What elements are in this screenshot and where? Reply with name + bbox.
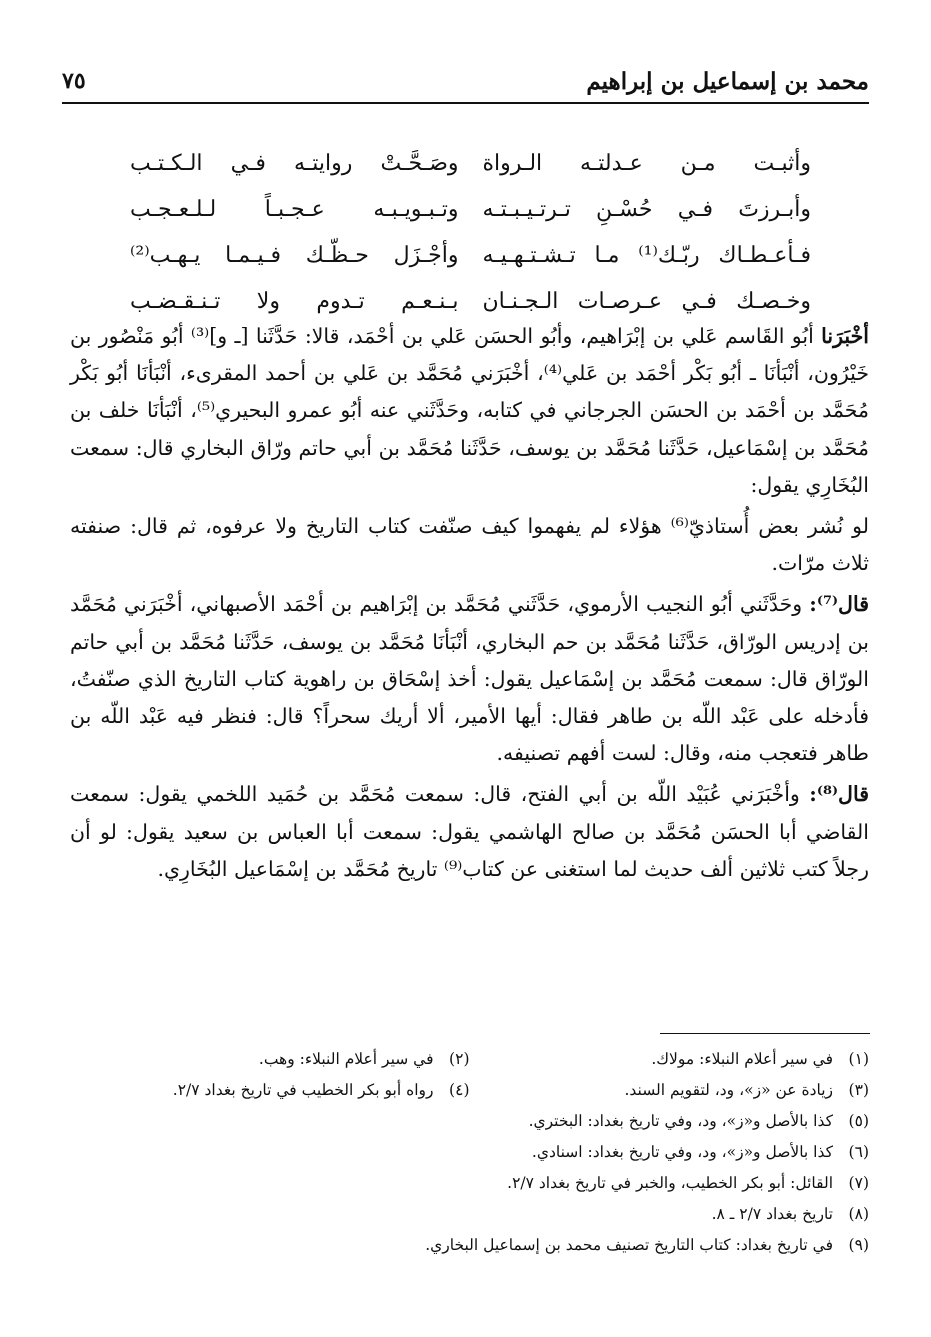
page-header: [62, 60, 869, 104]
footnote-number: (٥): [848, 1111, 869, 1130]
footnote-text: زيادة عن «ز»، ود، لتقويم السند.: [624, 1080, 833, 1099]
footnote-number: (١): [848, 1049, 869, 1068]
footnote: [532, 1143, 869, 1161]
footnote-row: [70, 1198, 869, 1229]
paragraph: [70, 508, 869, 582]
second-hemistich: بـنـعـم تـدوم ولا تـنـقـضـب: [130, 288, 459, 314]
first-hemistich: فـأعـطـاك ربّـك⁽¹⁾ مـا تـشـتـهـيـه: [482, 242, 811, 268]
footnote: [712, 1205, 869, 1223]
footnote-text: في سير أعلام النبلاء: وهب.: [258, 1049, 434, 1068]
footnote-row: [70, 1105, 869, 1136]
footnote: [70, 1050, 470, 1068]
second-hemistich: وأجْـزَل حـظّـك فـيـمـا يـهـب⁽²⁾: [130, 242, 459, 268]
footnote: [425, 1236, 869, 1254]
footnote-text: رواه أبو بكر الخطيب في تاريخ بغداد ٢/٧.: [172, 1080, 434, 1099]
footnote-text: في تاريخ بغداد: كتاب التاريخ تصنيف محمد بن إسماعيل البخاري.: [425, 1235, 833, 1254]
footnote-text: كذا بالأصل و«ز»، ود، وفي تاريخ بغداد: البختري.: [528, 1111, 833, 1130]
footnote-text: تاريخ بغداد ٢/٧ ـ ٨.: [711, 1204, 833, 1223]
paragraph: [70, 776, 869, 888]
footnote-separator: [660, 1033, 870, 1034]
first-hemistich: وأثبـت مـن عـدلتـه الـرواة: [482, 150, 811, 176]
footnote-number: (٧): [848, 1173, 869, 1192]
footnote-row: [70, 1229, 869, 1260]
page-number: ٧٥: [62, 68, 86, 94]
paragraph-text: وحَدَّثَني أبُو النجيب الأرموي، حَدَّثَني مُحَمَّد بن إبْرَاهيم بن أحْمَد الأصبهاني، أخْبَرَني مُحَمَّد بن إدريس الورّاق، حَدَّثَنا مُحَمَّد بن حم البخاري، أنْبَأنَا مُحَمَّد بن يوسف، حَدَّثَنا مُحَمَّد بن أبي حاتم الورّاق قال: سمعت مُحَمَّد بن إسْمَاعيل يقول: أخذ إسْحَاق بن راهوية كتاب التاريخ الذي صنّفتُ، فأدخله على عَبْد اللّه بن طاهر فقال: أيها الأمير، ألا أريك سحراً؟ قال: فنظر فيه عَبْد اللّه بن طاهر فتعجب منه، وقال: لست أفهم تصنيفه.: [70, 592, 869, 766]
footnote: [470, 1050, 870, 1068]
poem-verse: [118, 140, 823, 186]
footnote-row: [70, 1043, 869, 1074]
footnote: [529, 1112, 869, 1130]
paragraph: [70, 586, 869, 772]
footnote-text: كذا بالأصل و«ز»، ود، وفي تاريخ بغداد: اسنادي.: [531, 1142, 833, 1161]
footnote-number: (٩): [848, 1235, 869, 1254]
second-hemistich: وتـبـويـبـه عـجـبـاً لـلـعـجـب: [130, 196, 459, 222]
footnote: [70, 1081, 470, 1099]
footnote: [470, 1081, 870, 1099]
footnote-row: [70, 1136, 869, 1167]
first-hemistich: وأبـرزتَ فـي حُسْـنِ تـرتـيـبـتـه: [482, 196, 811, 222]
paragraph-lead: أخْبَرَنا: [821, 324, 869, 348]
paragraph-text: وأخْبَرَني عُبَيْد اللّه بن أبي الفتح، قال: سمعت مُحَمَّد بن حُمَيد اللخمي يقول: سمعت القاضي أبا الحسَن مُحَمَّد بن صالح الهاشمي يقول: سمعت أبا العباس بن سعيد يقول: لو أن رجلاً كتب ثلاثين ألف حديث لما استغنى عن كتاب⁽⁹⁾ تاريخ مُحَمَّد بن إسْمَاعيل البُخَارِي.: [70, 782, 869, 881]
footnote-number: (٢): [449, 1049, 470, 1068]
poem: [118, 140, 823, 324]
footnote-row: [70, 1074, 869, 1105]
body-text: [70, 318, 869, 892]
poem-verse: [118, 186, 823, 232]
paragraph: [70, 318, 869, 504]
paragraph-text: أبُو القَاسم عَلي بن إبْرَاهيم، وأبُو الحسَن عَلي بن أحْمَد، قالا: حَدَّثَنا [ـ و]⁽³⁾ أبُو مَنْصُور بن خَيْرُون، أنْبَأنَا ـ أبُو بَكْر أحْمَد بن عَلي⁽⁴⁾، أخْبَرَني مُحَمَّد بن عَلي بن أحمد المقرىء، أنْبَأنَا أبُو بَكْر مُحَمَّد بن أحْمَد بن الحسَن الجرجاني في كتابه، وحَدَّثَني عنه أبُو عمرو البحيري⁽⁵⁾، أنْبَأنَا خلف بن مُحَمَّد بن إسْمَاعيل، حَدَّثَنا مُحَمَّد بن يوسف، حَدَّثَنا مُحَمَّد بن أبي حاتم ورّاق البخاري قال: سمعت البُخَارِي يقول:: [70, 324, 869, 497]
footnote-row: [70, 1167, 869, 1198]
footnote-text: في سير أعلام النبلاء: مولاك.: [651, 1049, 833, 1068]
first-hemistich: وخـصـك فـي عـرصـات الـجـنـان: [482, 288, 811, 314]
footnote: [507, 1174, 869, 1192]
paragraph-lead: قال⁽⁷⁾:: [809, 592, 869, 617]
poem-verse: [118, 232, 823, 278]
footnote-number: (٣): [848, 1080, 869, 1099]
footnote-number: (٤): [449, 1080, 470, 1099]
footnote-number: (٨): [848, 1204, 869, 1223]
footnotes: [70, 1043, 869, 1260]
second-hemistich: وصَـحَّـتْ روايتـه فـي الـكـتـب: [130, 150, 459, 176]
paragraph-text: لو نُشر بعض أُستاذيّ⁽⁶⁾ هؤلاء لم يفهموا كيف صنّفت كتاب التاريخ ولا عرفوه، ثم قال: صنفته ثلاث مرّات.: [70, 514, 869, 576]
footnote-number: (٦): [848, 1142, 869, 1161]
running-title: محمد بن إسماعيل بن إبراهيم: [586, 68, 869, 95]
paragraph-lead: قال⁽⁸⁾:: [809, 782, 869, 807]
footnote-text: القائل: أبو بكر الخطيب، والخبر في تاريخ بغداد ٢/٧.: [507, 1173, 833, 1192]
